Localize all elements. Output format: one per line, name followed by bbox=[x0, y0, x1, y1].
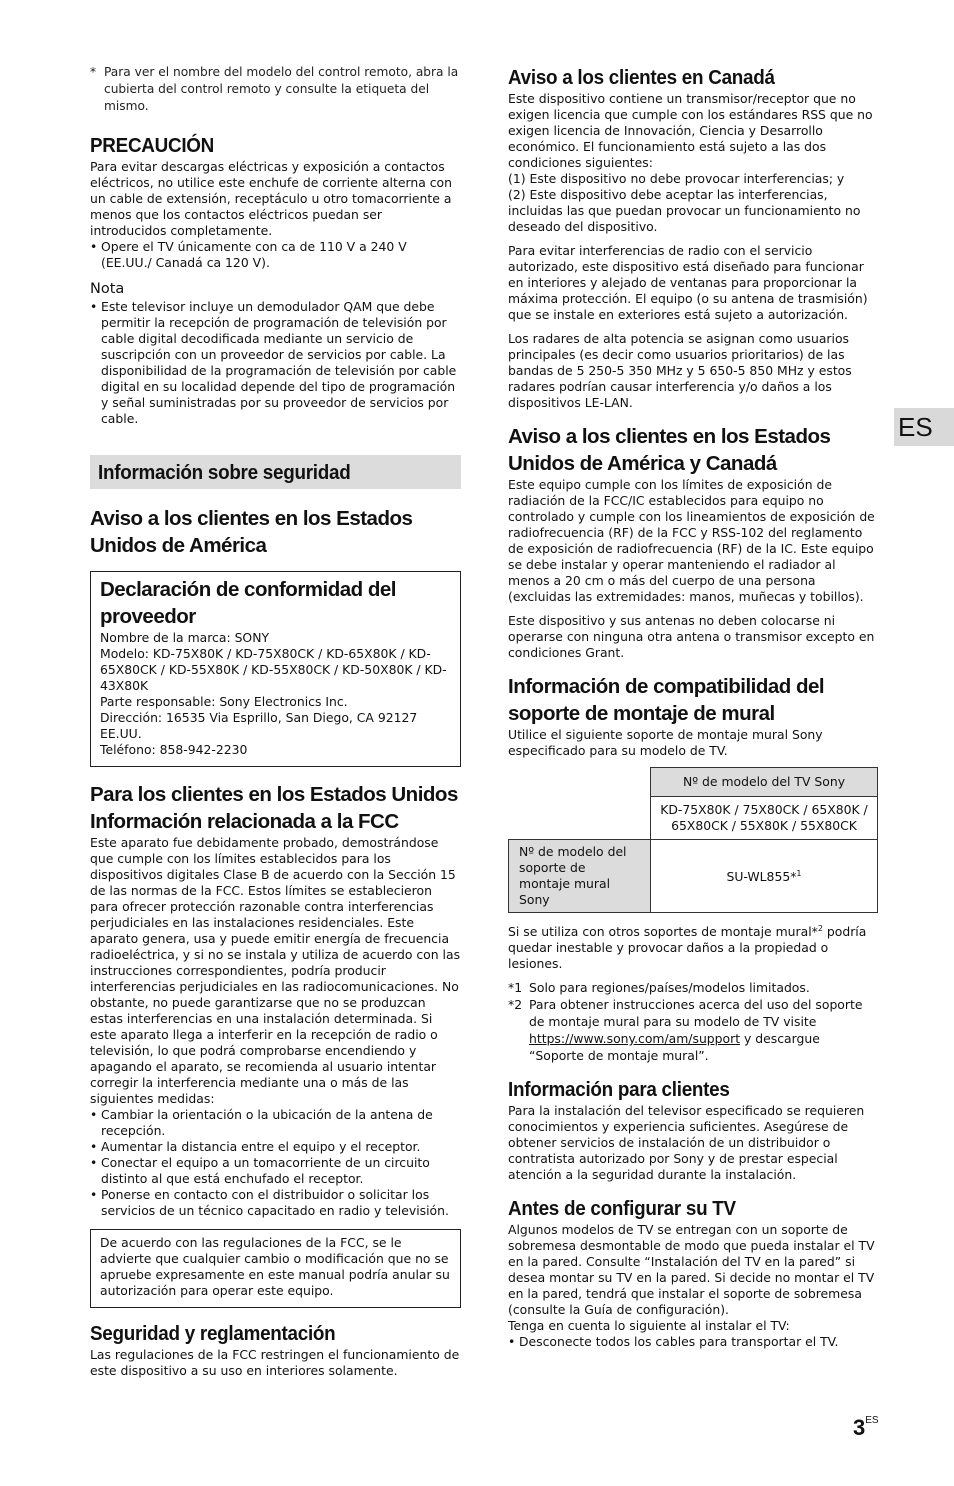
declaracion-marca: Nombre de la marca: SONY bbox=[100, 630, 270, 645]
footnote-2-text-a: Para obtener instrucciones acerca del uso del soporte de montaje mural para su modelo de TV visite bbox=[529, 997, 863, 1030]
mural-heading: Información de compatibilidad del soporte de montaje de mural bbox=[508, 675, 825, 725]
precaucion-text: Para evitar descargas eléctricas y exposición a contactos eléctricos, no utilice este enchufe de corriente alterna con un cable de extensión, receptáculo u otro tomacorriente a menos que los contactos eléctricos puedan ser introducidos completamente. bbox=[90, 159, 452, 238]
bracket-model: SU-WL855* bbox=[726, 869, 797, 885]
precaucion-heading: PRECAUCIÓN bbox=[90, 134, 215, 157]
antes-text: Algunos modelos de TV se entregan con un soporte de sobremesa desmontable de modo que pueda instalar el TV en la pared. Consulte “Instalación del TV en la pared” si desea montar su TV en la pared. Si decide no montar el TV en la pared, tendrá que instalar el soporte de sobremesa (consulte la Guía de configuración). bbox=[508, 1222, 875, 1318]
antes-bullet: • Desconecte todos los cables para transportar el TV. bbox=[508, 1334, 878, 1350]
mural-warning-a: Si se utiliza con otros soportes de montaje mural* bbox=[508, 924, 818, 940]
clientes-heading: Información para clientes bbox=[508, 1078, 730, 1102]
fcc-text: Este aparato fue debidamente probado, demostrándose que cumple con los límites establecidos para los dispositivos digitales Clase B de acuerdo con la Sección 15 de las normas de la FCC. Estos límites se establecieron para ofrecer protección razonable contra interferencias perjudiciales en las instalaciones residenciales. Este aparato genera, usa y puede emitir energía de frecuencia radioeléctrica, y si no se instala y utiliza de acuerdo con las instrucciones correspondientes, podría producir interferencias perjudiciales en las radiocomunicaciones. No obstante, no puede garantizarse que no se produzcan estas interferencias en una instalación determinada. Si este aparato llega a interferir en la recepción de radio o televisión, lo que podrá comprobarse encendiendo y apagando el aparato, se recomienda al usuario intentar corregir la interferencia mediante una o más de las siguientes medidas: bbox=[90, 835, 461, 1106]
footnote-mark: * bbox=[90, 65, 97, 79]
eeuu-canada-p1: Este equipo cumple con los límites de exposición de radiación de la FCC/IC establecidos para equipo no controlado y cumple con los lineamientos de exposición de radiofrecuencia (RF) de la FCC y RSS-102 del reglamento de exposición de radiofrecuencia (RF) de la IC. Este equipo se debe instalar y operar manteniendo el radiador al menos a 20 cm o más del cuerpo de una persona (excluidas las extremidades: manos, muñecas y tobillos). bbox=[508, 477, 875, 604]
mural-warning bbox=[508, 921, 878, 972]
fcc-bullet: • Cambiar la orientación o la ubicación de la antena de recepción. bbox=[90, 1107, 461, 1139]
footnote-1-mark: *1 bbox=[508, 980, 523, 996]
seguridad-heading: Seguridad y reglamentación bbox=[90, 1322, 336, 1345]
eeuu-canada-p2: Este dispositivo y sus antenas no deben colocarse ni operarse con ninguna otra antena o transmisor excepto en condiciones Grant. bbox=[508, 613, 875, 660]
table-row-label: Nº de modelo del soporte de montaje mural Sony bbox=[509, 840, 651, 913]
fcc-warning-text: De acuerdo con las regulaciones de la FCC, se le advierte que cualquier cambio o modificación que no se apruebe expresamente en este manual podría anular su autorización para operar este equipo. bbox=[100, 1235, 450, 1298]
canada-p3: Los radares de alta potencia se asignan como usuarios principales (es decir como usuarios prioritarios) de las bandas de 5 250-5 350 MHz y 5 650-5 850 MHz y estos radares podrían causar interferencia y/o daños a los dispositivos LE-LAN. bbox=[508, 331, 852, 410]
seguridad-text: Las regulaciones de la FCC restringen el funcionamiento de este dispositivo a su uso en interiores solamente. bbox=[90, 1347, 460, 1378]
fcc-bullet: • Conectar el equipo a un tomacorriente de un circuito distinto al que está enchufado el receptor. bbox=[90, 1155, 461, 1187]
table-empty-cell bbox=[509, 797, 651, 840]
canada-cond-2: (2) Este dispositivo debe aceptar las interferencias, incluidas las que puedan provocar un funcionamiento no deseado del dispositivo. bbox=[508, 187, 861, 234]
language-tab: ES bbox=[894, 408, 954, 446]
declaracion-box bbox=[90, 571, 461, 767]
eeuu-canada-heading: Aviso a los clientes en los Estados Unidos de América y Canadá bbox=[508, 425, 831, 475]
page-number bbox=[853, 1413, 879, 1439]
mural-intro: Utilice el siguiente soporte de montaje mural Sony especificado para su modelo de TV. bbox=[508, 727, 823, 758]
info-seguridad-heading: Información sobre seguridad bbox=[98, 460, 351, 484]
footnote-text: Para ver el nombre del modelo del control remoto, abra la cubierta del control remoto y consulte la etiqueta del mismo. bbox=[104, 65, 459, 113]
table-header-cell: Nº de modelo del TV Sony bbox=[651, 768, 878, 797]
table-bracket-cell bbox=[651, 840, 878, 913]
table-models-cell: KD-75X80K / 75X80CK / 65X80K / 65X80CK / 55X80K / 55X80CK bbox=[651, 797, 878, 840]
declaracion-telefono: Teléfono: 858-942-2230 bbox=[100, 742, 248, 757]
nota-heading: Nota bbox=[90, 281, 125, 297]
footnote-1-text: Solo para regiones/países/modelos limitados. bbox=[529, 980, 810, 996]
mural-warning-b: podría quedar inestable y provocar daños a la propiedad o lesiones. bbox=[508, 924, 867, 972]
fcc-bullet: • Aumentar la distancia entre el equipo y el receptor. bbox=[90, 1139, 461, 1155]
fcc-bullet: • Ponerse en contacto con el distribuidor o solicitar los servicios de un técnico capacitado en radio y televisión. bbox=[90, 1187, 461, 1219]
remote-footnote bbox=[90, 64, 461, 115]
canada-heading: Aviso a los clientes en Canadá bbox=[508, 66, 775, 89]
nota-bullet: • Este televisor incluye un demodulador QAM que debe permitir la recepción de programación de televisión por cable digital decodificada mediante un servicio de suscripción con un proveedor de servicios por cable. La disponibilidad de la programación de televisión por cable digital en su localidad depende del tipo de programación y señal suministradas por su proveedor de servicios por cable. bbox=[90, 299, 461, 427]
left-column bbox=[90, 64, 461, 1379]
bracket-footnote-ref: 1 bbox=[796, 869, 802, 879]
footnote-2 bbox=[508, 996, 878, 1064]
declaracion-modelo: Modelo: KD-75X80K / KD-75X80CK / KD-65X80K / KD-65X80CK / KD-55X80K / KD-55X80CK / KD-50X80K / KD-43X80K bbox=[100, 646, 447, 693]
fcc-bullets bbox=[90, 1107, 461, 1219]
mural-table bbox=[508, 767, 878, 913]
info-seguridad-band bbox=[90, 455, 461, 489]
canada-p1: Este dispositivo contiene un transmisor/receptor que no exigen licencia que cumple con los estándares RSS que no exigen licencia de Innovación, Ciencia y Desarrollo económico. El funcionamiento está sujeto a las dos condiciones siguientes: bbox=[508, 91, 873, 170]
antes-text-2: Tenga en cuenta lo siguiente al instalar el TV: bbox=[508, 1318, 790, 1334]
right-column bbox=[508, 64, 878, 1350]
sony-support-link[interactable]: https://www.sony.com/am/support bbox=[529, 1031, 741, 1047]
declaracion-heading: Declaración de conformidad del proveedor bbox=[100, 578, 396, 628]
precaucion-bullet: • Opere el TV únicamente con ca de 110 V a 240 V (EE.UU./ Canadá ca 120 V). bbox=[90, 239, 461, 271]
clientes-text: Para la instalación del televisor especificado se requieren conocimientos y experiencia suficientes. Asegúrese de obtener servicios de instalación de un distribuidor o contratista autorizado por Sony y de prestar especial atención a la seguridad durante la instalación. bbox=[508, 1103, 865, 1183]
antes-heading: Antes de configurar su TV bbox=[508, 1197, 736, 1221]
canada-cond-1: (1) Este dispositivo no debe provocar interferencias; y bbox=[508, 171, 845, 186]
canada-p2: Para evitar interferencias de radio con el servicio autorizado, este dispositivo está diseñado para funcionar en interiores y alejado de ventanas para proporcionar la máxima protección. El equipo (o su antena de trasmisión) que se instale en exteriores está sujeto a autorización. bbox=[508, 243, 868, 322]
fcc-heading: Para los clientes en los Estados Unidos Información relacionada a la FCC bbox=[90, 783, 458, 833]
declaracion-direccion: Dirección: 16535 Via Esprillo, San Diego, CA 92127 EE.UU. bbox=[100, 710, 418, 741]
footnote-2-text-b: y descargue “Soporte de montaje mural”. bbox=[529, 1031, 820, 1064]
footnote-1 bbox=[508, 980, 878, 996]
declaracion-parte: Parte responsable: Sony Electronics Inc. bbox=[100, 694, 348, 709]
page-number-digit: 3 bbox=[853, 1415, 866, 1440]
aviso-eeuu-heading: Aviso a los clientes en los Estados Unidos de América bbox=[90, 507, 413, 557]
footnote-2-mark: *2 bbox=[508, 997, 523, 1013]
page-number-suffix: ES bbox=[865, 1415, 879, 1426]
table-empty-cell bbox=[509, 768, 651, 797]
fcc-warning-box bbox=[90, 1229, 461, 1308]
mural-warning-sup: 2 bbox=[817, 924, 823, 933]
